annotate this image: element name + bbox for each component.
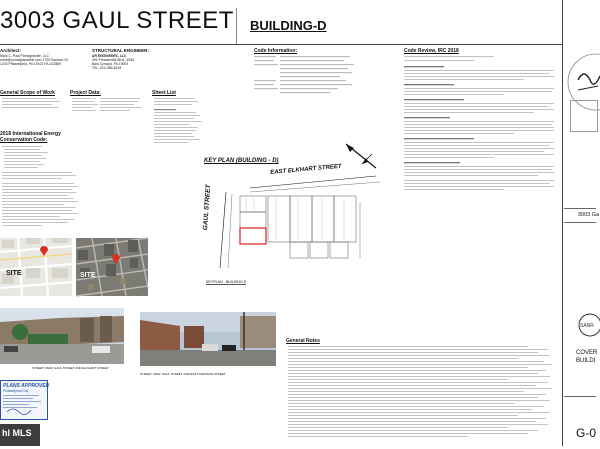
architect-line-1: Marc C. Paul Pomegranate, LLC <box>0 54 49 58</box>
energy-heading-1: 2018 International Energy <box>0 131 61 137</box>
titleblock-rule-3 <box>564 396 596 397</box>
svg-text:SANR: SANR <box>580 323 594 329</box>
stamp-line-1: PLANS APPROVED <box>3 383 50 389</box>
structural-line-4: TEL: 610-368-8234 <box>92 66 122 70</box>
street-label-gaul: GAUL STREET <box>202 184 213 231</box>
page-title: 3003 GAUL STREET <box>0 7 234 34</box>
stamp-line-2: Philadelphia City <box>3 389 29 393</box>
photo-caption-right: STREET VIEW: GAUL STREET AND EAST MADISON STREET <box>140 372 226 376</box>
sheet-list-heading: Sheet List <box>152 90 176 96</box>
structural-line-2: 391 Presidential Blvd., #616 <box>92 58 135 62</box>
general-scope-heading: General Scope of Work <box>0 90 55 96</box>
energy-heading-2: Conservation Code: <box>0 137 48 143</box>
titleblock-divider <box>562 0 563 446</box>
architect-line-3: 1200 Philadelphia, PA 19103 PA-012889 <box>0 62 61 66</box>
code-review-text <box>404 54 558 204</box>
titleblock-rule-1 <box>564 208 596 209</box>
building-title: BUILDING-D <box>250 18 327 33</box>
project-data-heading: Project Data: <box>70 90 101 96</box>
sheet-title-1: COVER <box>576 350 598 356</box>
sheet-number: G-0 <box>576 426 597 440</box>
street-photo-left <box>0 308 124 364</box>
energy-text <box>0 144 80 234</box>
architect-line-2: mark@pomegranatellc.com 1700 Sansom St. <box>0 58 69 62</box>
site-map-left <box>0 238 72 296</box>
title-separator <box>236 8 237 44</box>
key-plan-caption: KEYPLAN - BUILDING D <box>206 280 247 284</box>
general-notes-heading: General Notes <box>286 338 320 344</box>
code-review-heading: Code Review, IRC 2018 <box>404 48 459 54</box>
sheet-title-2: BUILDI <box>576 358 596 364</box>
general-notes-text <box>286 344 558 444</box>
street-label-elkhart: EAST ELKHART STREET <box>270 163 342 176</box>
key-plan-drawing <box>206 168 386 278</box>
key-plan-heading: KEY PLAN (BUILDING - D) <box>204 158 279 164</box>
photo-caption-left: STREET VIEW: GAUL STREET AND ELKHART STREET <box>32 366 109 370</box>
structural-heading: STRUCTURAL ENGINEER: <box>92 48 149 53</box>
street-photo-right <box>140 312 276 366</box>
titleblock-address: 3003 Ga <box>578 212 600 218</box>
company-logo <box>574 312 600 338</box>
site-label-right: SITE <box>80 272 96 279</box>
site-aerial-right <box>76 238 148 296</box>
code-info-text <box>254 54 384 96</box>
site-label-left: SITE <box>6 270 22 277</box>
approval-stamp <box>0 380 48 420</box>
revision-box <box>570 100 598 132</box>
watermark-text: hl MLS <box>2 428 32 438</box>
caption-underline <box>206 284 246 285</box>
architect-heading: Architect: <box>0 48 22 53</box>
title-divider <box>0 44 562 45</box>
structural-line-3: Bala Cynwyd, PA 19004 <box>92 62 129 66</box>
structural-line-1: AR ENGINEERS, LLC <box>92 54 127 58</box>
titleblock-rule-2 <box>564 222 596 223</box>
code-info-heading: Code Information: <box>254 48 298 54</box>
